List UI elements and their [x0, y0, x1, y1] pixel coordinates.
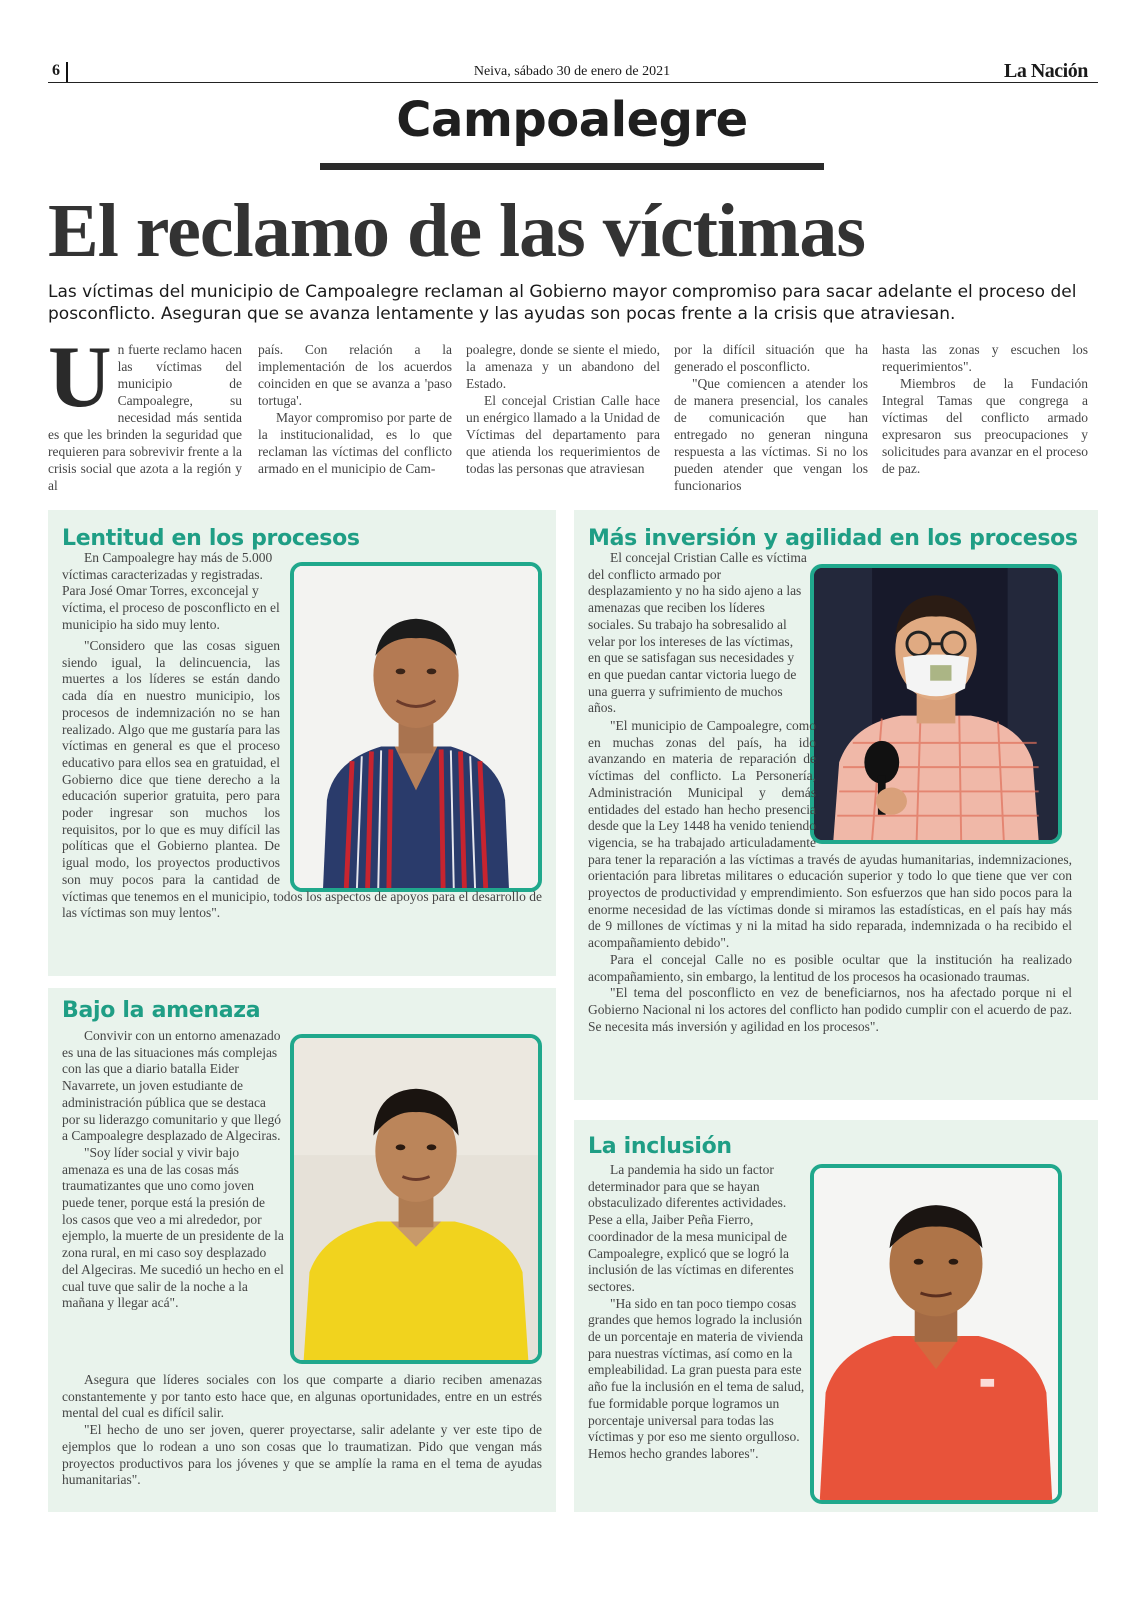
intro-col2-p1: país. Con relación a la implementación de los acuerdos coinciden en que se avanza a 'paso tortuga'.: [258, 342, 452, 408]
intro-col1-text: n fuerte reclamo hacen las víctimas del municipio de Campoalegre, su necesidad más sentida es que les brinden la seguridad que requieren para sobrevivir frente a la crisis social que azota a la región y al: [48, 342, 242, 493]
box-inversion-p3: Para el concejal Calle no es posible ocultar que la institución ha realizado acompañamiento, sin embargo, la lentitud de los procesos ha ocasionado traumas.: [588, 951, 1072, 984]
photo-jaiber-pena: [810, 1164, 1062, 1504]
box-lentitud-text-narrow: [62, 550, 284, 634]
box-lentitud-p1: En Campoalegre hay más de 5.000 víctimas caracterizadas y registradas. Para José Omar Torres, exconcejal y víctima, el proceso de posconflicto en el municipio ha sido muy lento.: [62, 550, 280, 632]
intro-col3-p1: poalegre, donde se siente el miedo, la amenaza y un abandono del Estado.: [466, 342, 660, 391]
box-inversion-p2: [588, 718, 1072, 952]
box-inversion-text-wide: [588, 718, 1072, 1035]
box-lentitud-text-quote: [62, 638, 542, 922]
intro-col5-p1: hasta las zonas y escuchen los requerimientos".: [882, 342, 1088, 374]
intro-column-3: [466, 341, 660, 477]
section-underline: [320, 163, 824, 170]
photo-wrap-spacer-2: [816, 718, 1072, 842]
intro-column-5: [882, 341, 1088, 477]
masthead-logo: La Nación: [1004, 60, 1088, 82]
box-inversion-p4: "El tema del posconflicto en vez de beneficiarnos, nos ha afectado porque ni el Gobierno Nacional ni los actores del conflicto han podido cumplir con el acuerdo de paz. Se necesita más inversión y agilidad en los procesos".: [588, 985, 1072, 1034]
box-lentitud-title: Lentitud en los procesos: [62, 526, 360, 551]
box-inclusion: [574, 1120, 1098, 1512]
box-inversion-text-narrow: [588, 550, 808, 717]
intro-column-4: [674, 341, 868, 494]
box-inclusion-p1: La pandemia ha sido un factor determinador para que se hayan obstaculizado diferentes actividades. Pese a ella, Jaiber Peña Fierro, coordinador de la mesa municipal de Campoalegre, explicó que se logró la inclusión de las víctimas en diferentes sectores.: [588, 1162, 794, 1294]
intro-col3-p2: El concejal Cristian Calle hace un enérgico llamado a la Unidad de Víctimas del departamento para que atienda los requerimientos de todas las personas que atraviesan: [466, 393, 660, 476]
box-amenaza-text-narrow: [62, 1028, 284, 1312]
box-amenaza-p1: Convivir con un entorno amenazado es una de las situaciones más complejas con las que a diario batalla Eider Navarrete, un joven estudiante de administración pública que se destaca por su liderazgo comunitario y que llegó a Campoalegre desplazado de Algeciras.: [62, 1028, 281, 1144]
intro-col5-p2: Miembros de la Fundación Integral Tamas que congrega a víctimas del conflicto armado expresaron sus preocupaciones y solicitudes para avanzar en el proceso de paz.: [882, 376, 1088, 476]
drop-cap: U: [48, 329, 112, 426]
box-amenaza: [48, 988, 556, 1512]
box-lentitud: [48, 510, 556, 976]
intro-col4-p1: por la difícil situación que ha generado el posconflicto.: [674, 342, 868, 374]
box-inclusion-text: [588, 1162, 806, 1463]
intro-column-1: [48, 329, 242, 494]
deck: Las víctimas del municipio de Campoalegre reclaman al Gobierno mayor compromiso para sacar adelante el proceso del posconflicto. Aseguran que se avanza lentamente y las ayudas son pocas frente a la crisis que atraviesan.: [48, 282, 1077, 324]
box-amenaza-p3: Asegura que líderes sociales con los que comparte a diario reciben amenazas constantemente y por tanto esto hace que, en algunas oportunidades, entre en un estrés mental del cual es difícil salir.: [62, 1372, 542, 1421]
box-inversion-p1: El concejal Cristian Calle es víctima del conflicto armado por desplazamiento y no ha sido ajeno a las amenazas que reciben los líderes sociales. Su trabajo ha sobresalido al velar por los intereses de las víctimas, en que se satisfagan sus necesidades y en que puedan cantar victoria luego de una guerra y sufrimiento de muchos años.: [588, 550, 807, 716]
box-inversion-title: Más inversión y agilidad en los procesos: [588, 526, 1078, 551]
intro-column-2: [258, 341, 452, 477]
headline: El reclamo de las víctimas: [48, 189, 865, 273]
page-number: 6: [52, 62, 60, 79]
box-amenaza-text-wide: [62, 1372, 542, 1489]
dateline: Neiva, sábado 30 de enero de 2021: [473, 64, 671, 79]
box-inclusion-p2: "Ha sido en tan poco tiempo cosas grandes que hemos logrado la inclusión de un porcentaje en materia de vivienda para nuestras víctimas, así como en la empleabilidad. La gran puesta para este año fue la inclusión en el tema de salud, fue formidable porque logramos un porcentaje universal para todas las víctimas y por eso me siento orgulloso. Hemos hecho grandes labores".: [588, 1295, 805, 1461]
box-inclusion-title: La inclusión: [588, 1134, 732, 1159]
box-inversion: [574, 510, 1098, 1100]
box-amenaza-p4: "El hecho de uno ser joven, querer proyectarse, salir adelante y ver este tipo de ejemplos que lo rodean a uno son cosas que lo traumatizan. Pido que vengan más proyectos productivos para los jóvenes y que se amplíe la rama en el tema de ayudas humanitarias".: [62, 1422, 542, 1488]
box-lentitud-p2-text: "Considero que las cosas siguen siendo igual, la delincuencia, las muertes a los líderes se están dando cada día en nuestro municipio, los procesos de indemnización no se han realizado. Algo que me gustaría para las víctimas en general es que el proceso educativo para ellos sea en gratuidad, el Gobierno dice que tiene derecho a la educación superior gratuita, pero para poder ingresar son muchos los requisitos, por lo que es muy difícil las políticas que el Gobierno plantea. De igual modo, los proyectos productivos son muy pocos para la cantidad de víctimas que tenemos en el municipio, todos los aspectos de apoyos para el desarrollo de las víctimas son muy lentos".: [62, 638, 542, 921]
photo-wrap-spacer: [280, 638, 542, 886]
box-amenaza-title: Bajo la amenaza: [62, 998, 261, 1023]
box-lentitud-p2: [62, 638, 542, 922]
header-rule: [48, 82, 1098, 83]
box-amenaza-p2: "Soy líder social y vivir bajo amenaza es una de las cosas más traumatizantes que uno como joven puede tener, porque está la presión de los casos que veo a mi alrededor, por ejemplo, la muerte de un presidente de la zona rural, en mi caso soy desplazado del Algeciras. Me sucedió un hecho en el cual tuve que salir de la noche a la mañana y llegar acá".: [62, 1144, 284, 1311]
section-title: Campoalegre: [396, 92, 748, 148]
box-inversion-p2-text: "El municipio de Campoalegre, como en muchas zonas del país, ha ido avanzando en materia de reparación de víctimas del conflicto. La Personería, Administración Municipal y demás entidades del estado han hecho presencia desde que la Ley 1448 ha venido teniendo vigencia, se ha trabajado articuladamente para tener la reparación a las víctimas a través de ayudas humanitarias, indemnizaciones, orientación para libretas militares o educación superior y todo lo que tiene que ver con proyectos de productividad y emprendimiento. Son esfuerzos que han sido pocos para la enorme necesidad de las víctimas donde si miramos las estadísticas, en el país hay más de 9 millones de víctimas y ni la mitad ha sido reparada, indemnizada o ha recibido el acompañamiento debido".: [588, 718, 1072, 951]
intro-col2-p2: Mayor compromiso por parte de la institucionalidad, es lo que reclaman las víctimas del conflicto armado en el municipio de Cam-: [258, 410, 452, 476]
intro-col4-p2: "Que comiencen a atender los de manera presencial, los canales de comunicación que han entregado no generan ninguna respuesta a las víctimas. Si no los pueden atender que vengan los funcionarios: [674, 376, 868, 493]
photo-eider-navarrete: [290, 1034, 542, 1364]
